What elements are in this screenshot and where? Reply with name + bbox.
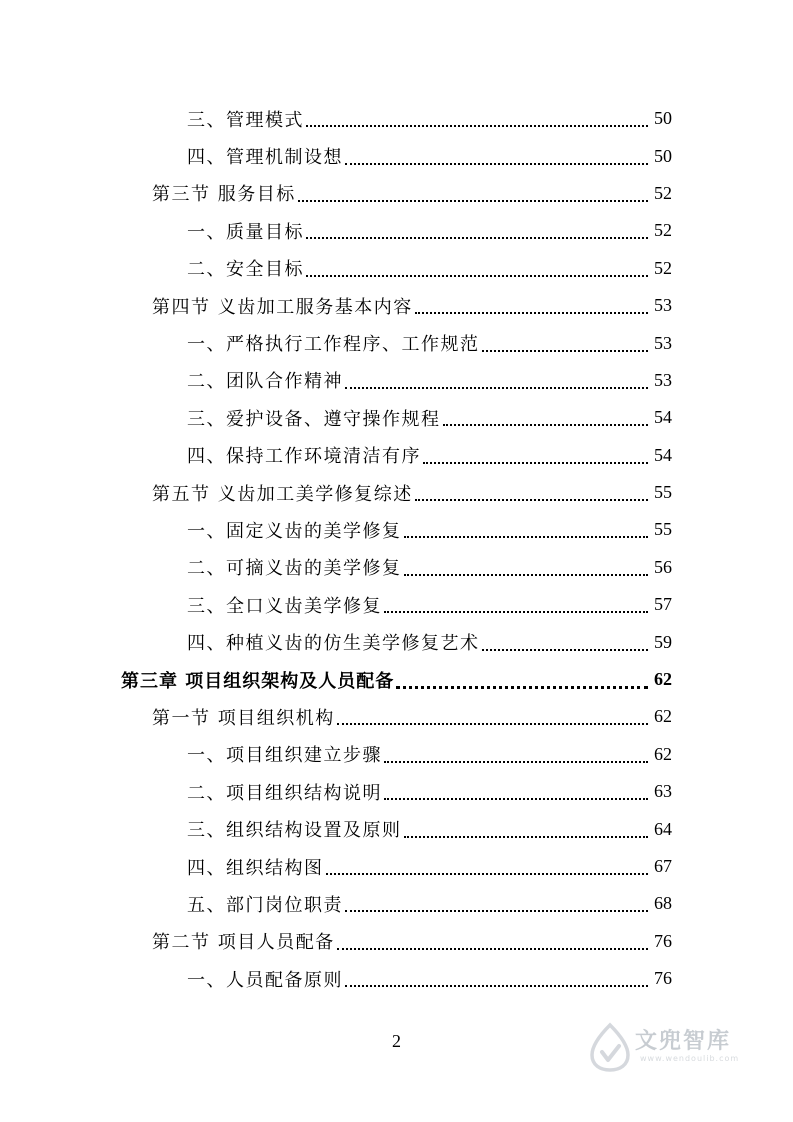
toc-entry[interactable] bbox=[0, 586, 793, 623]
toc-dot-leader bbox=[384, 797, 648, 800]
toc-entry-title: 四、种植义齿的仿生美学修复艺术 bbox=[187, 633, 480, 655]
toc-entry-page: 55 bbox=[654, 519, 672, 540]
page-number: 2 bbox=[392, 1031, 401, 1051]
toc-dot-leader bbox=[345, 909, 648, 912]
toc-entry-title: 四、保持工作环境清洁有序 bbox=[187, 446, 421, 468]
toc-entry[interactable] bbox=[0, 474, 793, 511]
toc-entry[interactable] bbox=[0, 623, 793, 660]
toc-entry-page: 56 bbox=[654, 556, 672, 577]
toc-entry-title: 二、安全目标 bbox=[187, 259, 304, 281]
toc-entry-title: 二、可摘义齿的美学修复 bbox=[187, 558, 402, 580]
toc-entry-title: 五、部门岗位职责 bbox=[187, 894, 343, 916]
toc-entry[interactable] bbox=[0, 885, 793, 922]
toc-entry-title: 一、固定义齿的美学修复 bbox=[187, 520, 402, 542]
toc-dot-leader bbox=[443, 423, 649, 426]
toc-entry-page: 54 bbox=[654, 407, 672, 428]
watermark-url: www.wendoulib.com bbox=[640, 1054, 740, 1063]
toc-entry-page: 62 bbox=[654, 669, 672, 690]
toc-dot-leader bbox=[306, 124, 648, 127]
toc-entry-title: 第五节 义齿加工美学修复综述 bbox=[152, 483, 413, 505]
toc-entry-title: 第三节 服务目标 bbox=[152, 184, 296, 206]
toc-entry[interactable] bbox=[0, 287, 793, 324]
toc-dot-leader bbox=[415, 311, 648, 314]
toc-entry-page: 55 bbox=[654, 482, 672, 503]
toc-entry-page: 67 bbox=[654, 856, 672, 876]
toc-entry-title: 一、严格执行工作程序、工作规范 bbox=[187, 334, 480, 356]
toc-entry-title: 四、管理机制设想 bbox=[187, 147, 343, 169]
toc-entry[interactable] bbox=[0, 399, 793, 436]
toc-dot-leader bbox=[384, 760, 648, 763]
toc-entry-title: 第二节 项目人员配备 bbox=[152, 932, 335, 954]
toc-dot-leader bbox=[482, 648, 649, 651]
toc-dot-leader bbox=[345, 386, 648, 389]
toc-entry[interactable] bbox=[0, 362, 793, 399]
table-of-contents bbox=[0, 100, 793, 997]
toc-entry-page: 50 bbox=[654, 108, 672, 129]
toc-dot-leader bbox=[345, 984, 648, 987]
toc-entry-title: 一、项目组织建立步骤 bbox=[187, 745, 382, 767]
toc-entry-page: 62 bbox=[654, 743, 672, 764]
toc-entry-page: 76 bbox=[654, 930, 672, 951]
toc-entry-title: 四、组织结构图 bbox=[187, 857, 324, 879]
toc-entry-page: 68 bbox=[654, 893, 672, 914]
toc-dot-leader bbox=[306, 274, 648, 277]
toc-entry-title: 二、项目组织结构说明 bbox=[187, 782, 382, 804]
toc-entry-title: 三、全口义齿美学修复 bbox=[187, 595, 382, 617]
watermark-text: 文兜智库 bbox=[635, 1029, 732, 1054]
toc-entry-title: 第三章 项目组织架构及人员配备 bbox=[121, 670, 395, 692]
toc-entry-page: 52 bbox=[654, 257, 672, 278]
toc-entry-title: 三、爱护设备、遵守操作规程 bbox=[187, 408, 441, 430]
toc-entry[interactable] bbox=[0, 212, 793, 249]
toc-entry-page: 57 bbox=[654, 594, 672, 615]
toc-dot-leader bbox=[396, 685, 648, 689]
toc-entry-title: 第四节 义齿加工服务基本内容 bbox=[152, 296, 413, 318]
toc-entry-title: 三、组织结构设置及原则 bbox=[187, 820, 402, 842]
toc-dot-leader bbox=[337, 722, 648, 725]
toc-entry[interactable] bbox=[0, 661, 793, 698]
toc-entry-page: 53 bbox=[654, 369, 672, 390]
toc-dot-leader bbox=[415, 498, 648, 501]
toc-entry[interactable] bbox=[0, 810, 793, 847]
toc-entry[interactable] bbox=[0, 736, 793, 773]
toc-entry[interactable] bbox=[0, 698, 793, 735]
toc-entry-title: 一、人员配备原则 bbox=[187, 969, 343, 991]
toc-dot-leader bbox=[345, 162, 648, 165]
toc-entry[interactable] bbox=[0, 549, 793, 586]
toc-entry-page: 62 bbox=[654, 706, 672, 727]
toc-entry-page: 63 bbox=[654, 781, 672, 802]
toc-entry-page: 76 bbox=[654, 968, 672, 989]
toc-entry-page: 64 bbox=[654, 818, 672, 839]
toc-entry[interactable] bbox=[0, 437, 793, 474]
toc-dot-leader bbox=[404, 573, 649, 576]
toc-entry[interactable] bbox=[0, 324, 793, 361]
toc-entry[interactable] bbox=[0, 137, 793, 174]
toc-entry[interactable] bbox=[0, 848, 793, 885]
toc-entry[interactable] bbox=[0, 511, 793, 548]
toc-entry-page: 50 bbox=[654, 145, 672, 166]
toc-entry[interactable] bbox=[0, 923, 793, 960]
toc-dot-leader bbox=[337, 947, 648, 950]
toc-entry-title: 二、团队合作精神 bbox=[187, 371, 343, 393]
toc-dot-leader bbox=[482, 349, 649, 352]
toc-dot-leader bbox=[423, 461, 648, 464]
toc-dot-leader bbox=[298, 199, 648, 202]
toc-entry-page: 54 bbox=[654, 444, 672, 465]
toc-entry[interactable] bbox=[0, 960, 793, 997]
toc-dot-leader bbox=[306, 236, 648, 239]
toc-entry[interactable] bbox=[0, 250, 793, 287]
toc-entry[interactable] bbox=[0, 773, 793, 810]
toc-entry-title: 三、管理模式 bbox=[187, 109, 304, 131]
toc-entry-page: 52 bbox=[654, 182, 672, 203]
watermark-logo-icon bbox=[588, 1022, 632, 1072]
toc-entry[interactable] bbox=[0, 175, 793, 212]
toc-entry-title: 第一节 项目组织机构 bbox=[152, 707, 335, 729]
toc-entry-page: 59 bbox=[654, 631, 672, 652]
toc-dot-leader bbox=[326, 872, 649, 875]
toc-dot-leader bbox=[404, 835, 649, 838]
toc-entry-page: 52 bbox=[654, 220, 672, 241]
toc-entry-title: 一、质量目标 bbox=[187, 221, 304, 243]
watermark bbox=[588, 1018, 753, 1078]
toc-entry-page: 53 bbox=[654, 295, 672, 316]
toc-dot-leader bbox=[404, 535, 649, 538]
toc-dot-leader bbox=[384, 610, 648, 613]
toc-entry-page: 53 bbox=[654, 332, 672, 353]
toc-entry[interactable] bbox=[0, 100, 793, 137]
